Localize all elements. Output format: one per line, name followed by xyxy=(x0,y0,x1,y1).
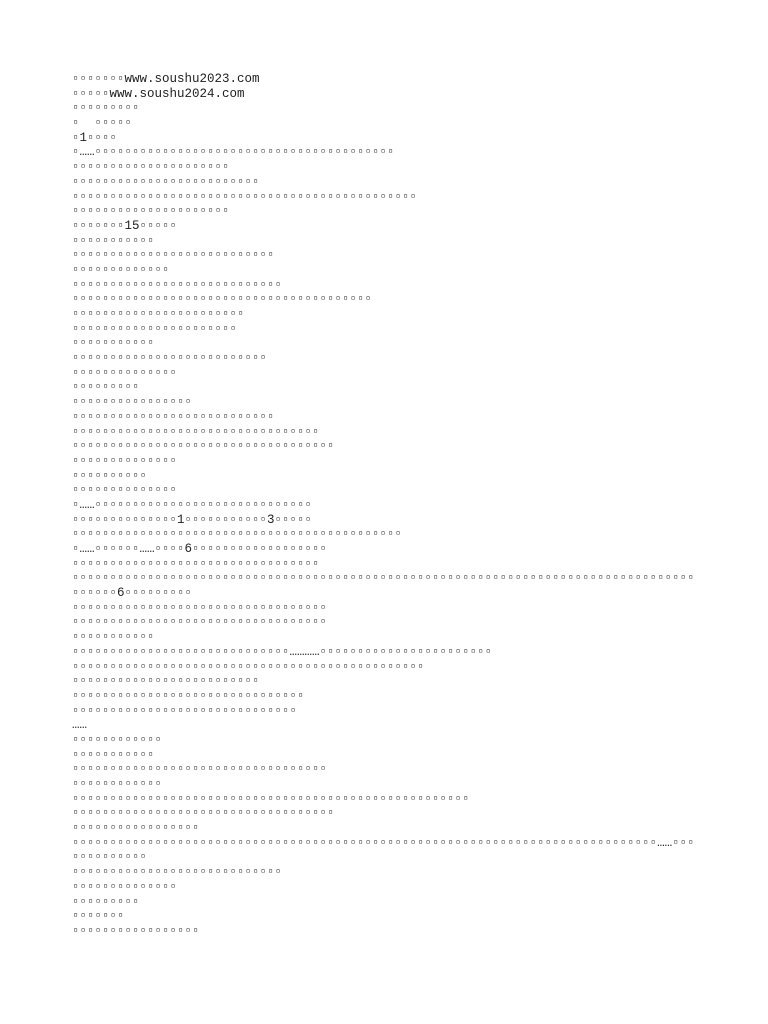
text-line: ▫▫▫▫▫▫▫▫▫ xyxy=(72,101,140,116)
text-line: ▫▫▫▫▫▫▫▫▫▫▫▫ xyxy=(72,732,163,747)
document-text-body xyxy=(72,72,768,939)
text-line: ▫▫▫▫▫▫▫▫▫▫▫▫▫▫▫▫▫ xyxy=(72,923,200,938)
text-line: ▫▫▫▫▫▫▫▫▫ xyxy=(72,894,140,909)
text-line: ▫▫▫▫▫▫▫▫▫▫▫▫▫▫▫▫▫▫▫▫▫▫▫▫▫▫▫▫▫▫ xyxy=(72,703,298,718)
text-line: ▫▫▫▫▫▫▫▫▫▫▫▫▫▫▫▫▫▫▫▫▫▫▫▫▫▫▫▫▫▫▫▫▫▫ xyxy=(72,600,328,615)
text-line: ▫▫▫▫▫▫▫▫▫▫▫ xyxy=(72,336,155,351)
text-line: ▫▫▫▫▫▫▫▫▫▫▫▫▫▫▫▫▫▫▫▫▫▫▫▫▫▫▫▫▫▫▫▫▫▫▫▫▫▫▫▫▫▫▫▫▫▫▫▫▫▫▫▫▫▫▫▫▫▫▫▫▫▫▫▫▫▫▫▫▫▫▫▫▫▫▫▫▫▫▫▫▫▫▫ xyxy=(72,571,695,586)
text-line: ▫▫▫▫▫▫▫▫▫▫▫▫▫▫▫▫▫▫▫▫▫ xyxy=(72,160,230,175)
text-line: ▫▫▫▫▫▫▫▫▫▫▫▫▫▫▫▫▫▫▫▫▫▫▫▫▫▫▫▫▫▫▫▫▫▫▫▫▫▫▫▫▫▫▫▫▫▫ xyxy=(72,189,418,204)
text-line: ▫▫▫▫▫▫▫▫▫▫▫▫▫▫▫▫ xyxy=(72,395,193,410)
text-line: ▫▫▫▫▫▫▫▫▫▫▫▫▫▫▫▫▫▫▫▫▫▫▫▫▫▫▫ xyxy=(72,248,275,263)
text-line: ▫▫▫▫▫▫▫▫▫▫▫▫▫▫1▫▫▫▫▫▫▫▫▫▫▫3▫▫▫▫▫ xyxy=(72,512,313,527)
text-line: ▫▫▫▫▫▫▫▫▫▫ xyxy=(72,850,148,865)
text-line: ▫▫▫▫▫▫▫▫▫▫▫ xyxy=(72,233,155,248)
text-line: ▫▫▫▫▫▫6▫▫▫▫▫▫▫▫▫ xyxy=(72,586,193,601)
text-line: ▫▫▫▫▫▫▫▫▫▫▫▫▫▫▫▫▫▫▫▫▫▫▫▫▫▫▫▫▫▫▫▫▫▫▫▫▫▫▫▫▫▫▫▫ xyxy=(72,527,403,542)
text-line: ▫▫▫▫▫▫▫▫▫▫▫▫▫▫▫▫▫▫▫▫▫▫▫▫▫▫▫▫▫▫▫▫▫▫▫ xyxy=(72,439,335,454)
text-line: ▫▫▫▫▫▫▫15▫▫▫▫▫ xyxy=(72,218,178,233)
text-line: ▫▫▫▫▫▫▫▫▫▫▫▫▫▫▫▫▫▫▫▫▫▫▫▫▫ xyxy=(72,674,260,689)
text-line: ▫▫▫▫▫▫▫▫▫▫▫▫▫▫▫▫▫▫▫▫▫▫▫▫▫▫▫▫▫▫▫▫▫▫▫▫▫▫▫▫▫▫▫▫▫▫▫▫▫▫▫▫▫ xyxy=(72,791,470,806)
text-line: ▫▫▫▫▫▫▫▫▫▫▫▫▫▫▫▫▫▫▫▫▫▫▫▫▫▫▫ xyxy=(72,409,275,424)
text-line: ▫▫▫▫▫▫▫▫▫▫▫▫▫▫▫▫▫▫▫▫▫▫▫▫▫▫ xyxy=(72,351,268,366)
text-line: ▫▫▫▫▫▫▫▫▫▫▫▫▫▫▫▫▫▫▫▫▫▫▫▫▫▫▫▫▫▫▫ xyxy=(72,688,305,703)
text-line: ▫▫▫▫▫▫▫www.soushu2023.com xyxy=(72,72,260,86)
text-line: ▫▫▫▫▫▫▫▫▫ xyxy=(72,380,140,395)
text-line: ▫▫▫▫▫▫▫▫▫▫▫▫▫▫▫▫▫▫▫▫▫▫▫▫▫▫▫▫ xyxy=(72,865,283,880)
text-line: ▫▫▫▫▫▫▫▫▫▫▫▫▫▫▫▫▫▫▫▫▫▫▫▫▫▫▫▫▫▫▫▫▫ xyxy=(72,424,320,439)
text-line: ▫▫▫▫▫▫▫▫▫▫▫▫▫ xyxy=(72,262,170,277)
text-line: ▫▫▫▫▫▫▫▫▫▫▫▫▫▫▫▫▫▫▫▫▫▫ xyxy=(72,321,238,336)
text-line: ▫▫▫▫▫▫▫▫▫▫▫▫▫▫▫▫▫▫▫▫▫▫▫▫▫▫▫▫▫▫▫▫▫▫▫ xyxy=(72,806,335,821)
text-line: ▫▫▫▫▫▫▫▫▫▫▫▫▫▫▫▫▫▫▫▫▫▫▫▫▫▫▫▫▫…………▫▫▫▫▫▫▫▫▫▫▫▫▫▫▫▫▫▫▫▫▫▫▫ xyxy=(72,644,493,659)
text-line: ▫▫▫▫▫▫▫▫▫▫▫▫ xyxy=(72,777,163,791)
text-line: ▫▫▫▫▫▫▫▫▫▫▫▫▫▫▫▫▫▫▫▫▫ xyxy=(72,204,230,219)
text-line: ▫▫▫▫▫▫▫▫▫▫▫▫▫▫ xyxy=(72,483,178,498)
text-line: ▫……▫▫▫▫▫▫▫▫▫▫▫▫▫▫▫▫▫▫▫▫▫▫▫▫▫▫▫▫▫▫▫▫▫▫▫▫▫▫▫▫ xyxy=(72,145,395,160)
text-line: ▫▫▫▫▫▫▫▫▫▫▫▫▫▫▫▫▫▫▫▫▫▫▫▫▫▫▫▫▫▫▫▫▫▫▫▫▫▫▫▫▫▫▫▫▫▫▫▫▫▫▫▫▫▫▫▫▫▫▫▫▫▫▫▫▫▫▫▫▫▫▫▫▫▫▫▫▫▫……▫▫▫ xyxy=(72,835,695,850)
text-line: ▫▫▫▫▫▫▫▫▫▫▫▫▫▫▫▫▫▫▫▫▫▫▫▫▫▫▫▫▫▫▫▫▫▫▫▫▫▫▫▫ xyxy=(72,292,373,307)
text-line: ▫▫▫▫▫▫▫ xyxy=(72,909,125,924)
text-line: ▫▫▫▫▫▫▫▫▫▫▫ xyxy=(72,747,155,762)
text-line: ▫1▫▫▫▫ xyxy=(72,130,118,145)
text-line: ▫▫▫▫▫▫▫▫▫▫▫▫▫▫▫▫▫▫▫▫▫▫▫▫▫▫▫▫ xyxy=(72,277,283,292)
text-line: …… xyxy=(72,718,88,733)
text-line: ▫……▫▫▫▫▫▫▫▫▫▫▫▫▫▫▫▫▫▫▫▫▫▫▫▫▫▫▫▫▫ xyxy=(72,497,313,512)
text-line: ▫ ▫▫▫▫▫ xyxy=(72,116,133,131)
text-line: ▫▫▫▫▫▫▫▫▫▫▫▫▫▫▫▫▫▫▫▫▫▫▫▫▫▫▫▫▫▫▫▫▫▫ xyxy=(72,762,328,777)
text-line: ▫▫▫▫▫www.soushu2024.com xyxy=(72,86,245,101)
text-line: ▫▫▫▫▫▫▫▫▫▫▫▫▫▫ xyxy=(72,453,178,468)
text-line: ▫▫▫▫▫▫▫▫▫▫▫ xyxy=(72,630,155,645)
text-line: ▫▫▫▫▫▫▫▫▫▫▫▫▫▫▫▫▫▫▫▫▫▫▫▫▫▫▫▫▫▫▫▫▫ xyxy=(72,556,320,571)
text-line: ▫……▫▫▫▫▫▫……▫▫▫▫6▫▫▫▫▫▫▫▫▫▫▫▫▫▫▫▫▫▫ xyxy=(72,542,328,556)
text-line: ▫▫▫▫▫▫▫▫▫▫▫▫▫▫▫▫▫▫▫▫▫▫▫▫▫▫▫▫▫▫▫▫▫▫▫▫▫▫▫▫▫▫▫▫▫▫▫ xyxy=(72,659,425,674)
text-line: ▫▫▫▫▫▫▫▫▫▫ xyxy=(72,468,148,483)
text-line: ▫▫▫▫▫▫▫▫▫▫▫▫▫▫▫▫▫▫▫▫▫▫▫▫▫▫▫▫▫▫▫▫▫▫ xyxy=(72,615,328,630)
text-line: ▫▫▫▫▫▫▫▫▫▫▫▫▫▫▫▫▫▫▫▫▫▫▫ xyxy=(72,307,245,321)
text-line: ▫▫▫▫▫▫▫▫▫▫▫▫▫▫ xyxy=(72,879,178,894)
text-line: ▫▫▫▫▫▫▫▫▫▫▫▫▫▫▫▫▫▫▫▫▫▫▫▫▫ xyxy=(72,174,260,189)
text-line: ▫▫▫▫▫▫▫▫▫▫▫▫▫▫▫▫▫ xyxy=(72,821,200,836)
text-line: ▫▫▫▫▫▫▫▫▫▫▫▫▫▫ xyxy=(72,365,178,380)
